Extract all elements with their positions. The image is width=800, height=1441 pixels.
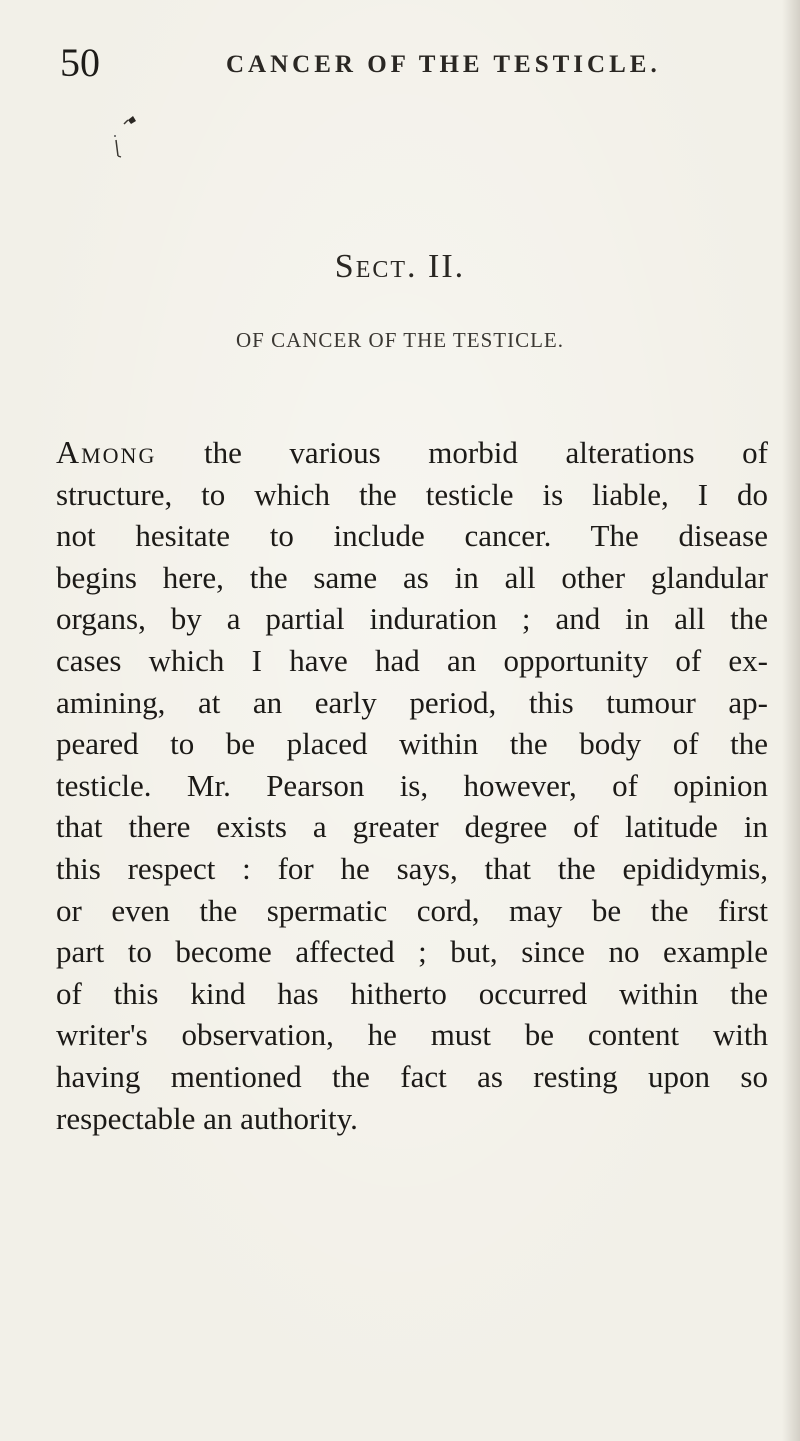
text-line-9: testicle. Mr. Pearson is, however, of opinion xyxy=(56,767,768,803)
text-line-5: organs, by a partial induration ; and in all the xyxy=(56,601,768,637)
text-line-6: cases which I have had an opportunity of ex- xyxy=(56,642,768,678)
text-line-3: not hesitate to include cancer. The disease xyxy=(56,518,768,554)
page-header xyxy=(60,38,760,88)
section-title: Sect. II. xyxy=(334,248,466,285)
ink-blot-mark xyxy=(112,112,138,172)
text-line-10: that there exists a greater degree of latitude in xyxy=(56,809,768,845)
text-line-15: writer's observation, he must be content with xyxy=(56,1017,768,1053)
page-number: 50 xyxy=(60,40,100,85)
section-subtitle: OF CANCER OF THE TESTICLE. xyxy=(236,328,564,352)
text-line-17: respectable an authority. xyxy=(56,1100,358,1136)
text-line-14: of this kind has hitherto occurred within the xyxy=(56,975,768,1011)
text-line-8: peared to be placed within the body of the xyxy=(56,726,768,762)
body-paragraph xyxy=(56,432,768,1139)
text-line-11: this respect : for he says, that the epididymis, xyxy=(56,850,768,886)
text-line-4: begins here, the same as in all other glandular xyxy=(56,559,768,595)
text-line-16: having mentioned the fact as resting upon so xyxy=(56,1058,768,1094)
text-line-7: amining, at an early period, this tumour ap- xyxy=(56,684,768,720)
text-line-13: part to become affected ; but, since no example xyxy=(56,934,768,970)
text-line-2: structure, to which the testicle is liable, I do xyxy=(56,476,768,512)
running-head: CANCER OF THE TESTICLE. xyxy=(226,51,661,78)
text-line-12: or even the spermatic cord, may be the first xyxy=(56,892,768,928)
page-edge-shadow xyxy=(782,0,800,1441)
text-line-1 xyxy=(56,432,768,474)
line-1-text: the various morbid alterations of xyxy=(156,435,768,470)
lead-word: Among xyxy=(56,434,157,470)
